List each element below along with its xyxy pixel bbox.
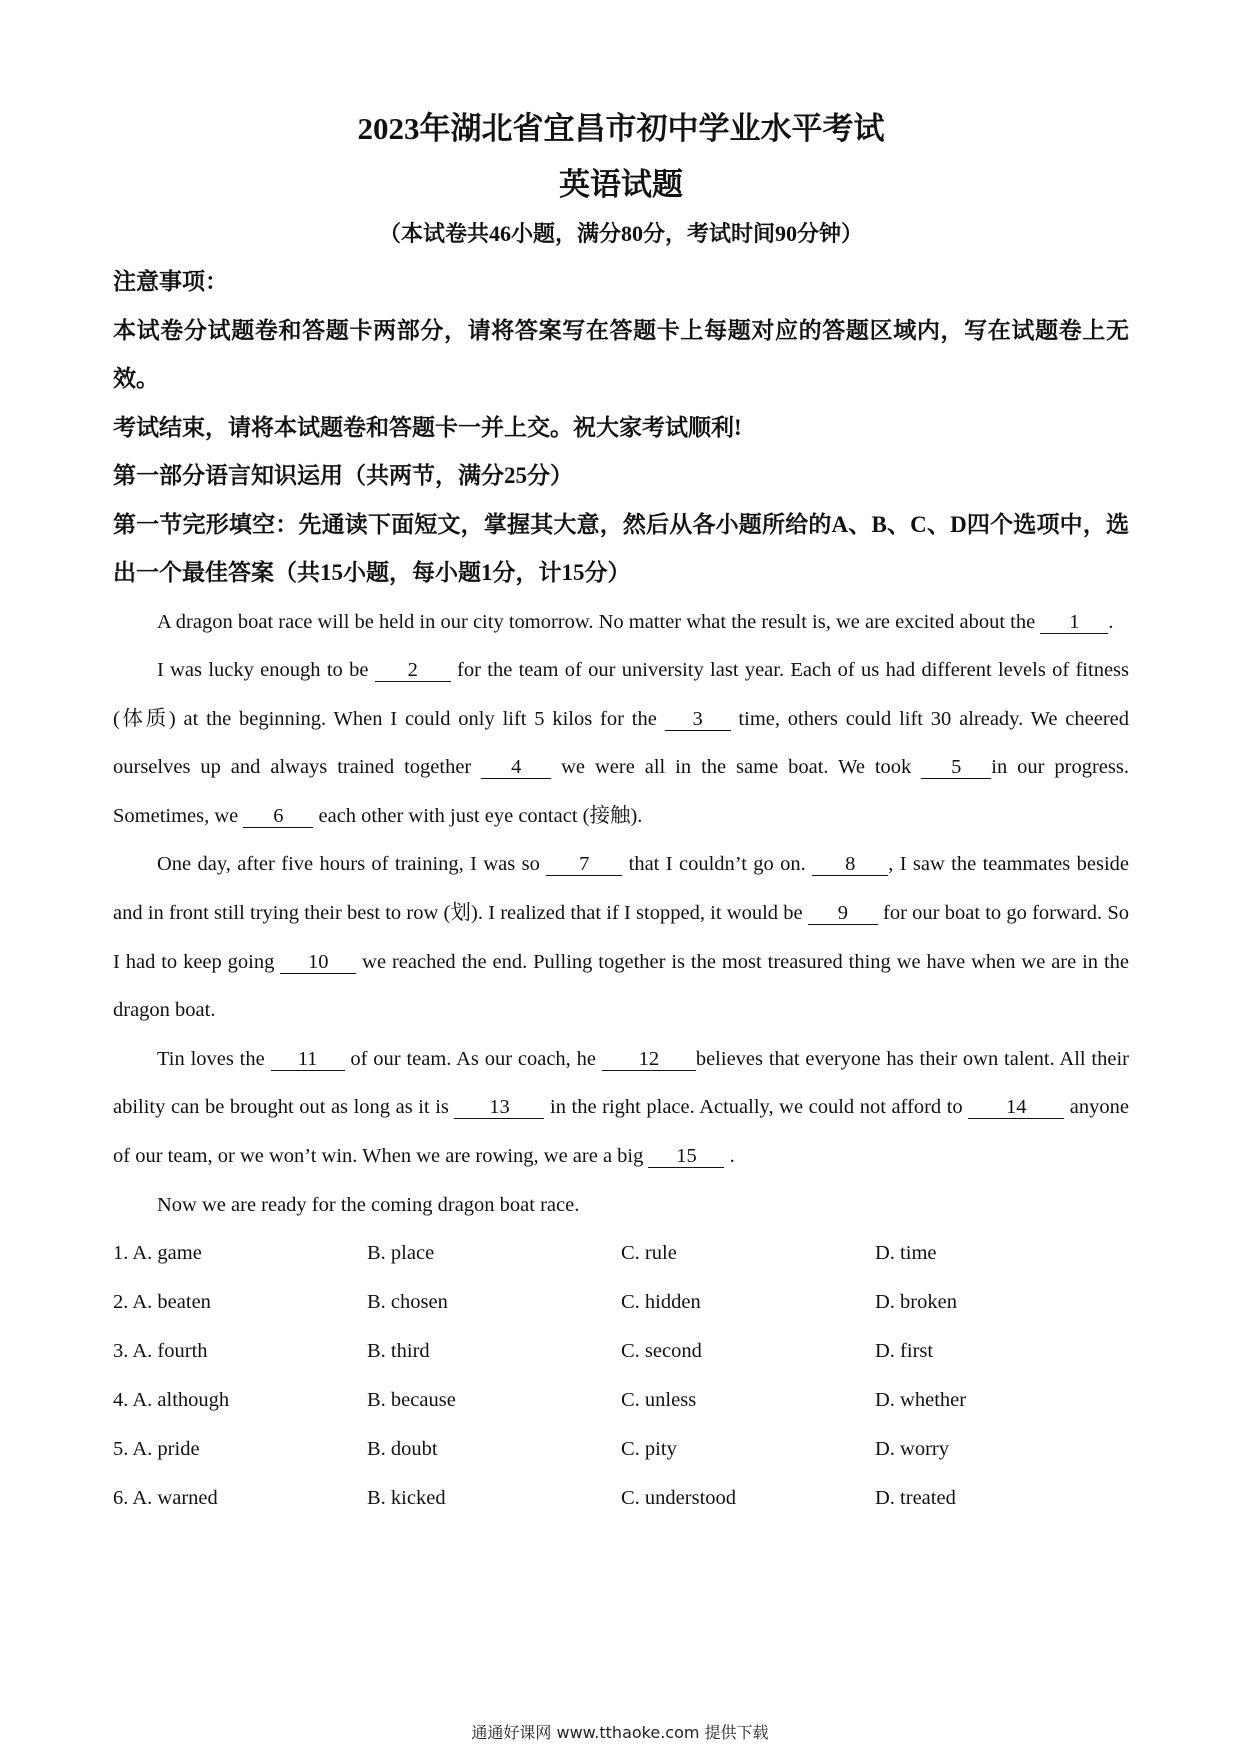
blank-14: 14 bbox=[968, 1096, 1064, 1119]
option-1d: D. time bbox=[875, 1242, 937, 1265]
blank-11: 11 bbox=[271, 1048, 345, 1071]
notice-heading: 注意事项： bbox=[113, 269, 228, 294]
option-3d: D. first bbox=[875, 1340, 934, 1363]
option-5b: B. doubt bbox=[367, 1438, 438, 1461]
passage-paragraph-1: A dragon boat race will be held in our city tomorrow. No matter what the result is, we are excited about the 1 . bbox=[157, 610, 1114, 633]
option-2d: D. broken bbox=[875, 1291, 957, 1314]
option-3a: 3. A. fourth bbox=[113, 1340, 208, 1363]
blank-8: 8 bbox=[812, 853, 888, 876]
blank-10: 10 bbox=[280, 951, 356, 974]
options-row-1 bbox=[113, 1229, 1129, 1278]
blank-1: 1 bbox=[1040, 611, 1108, 634]
option-3c: C. second bbox=[621, 1340, 702, 1363]
page-footer: 通通好课网 www.tthaoke.com 提供下载 bbox=[471, 1723, 769, 1742]
option-1b: B. place bbox=[367, 1242, 435, 1265]
options-row-6 bbox=[113, 1474, 1129, 1523]
option-4b: B. because bbox=[367, 1389, 456, 1412]
answer-options bbox=[113, 1229, 1129, 1523]
blank-7: 7 bbox=[546, 853, 622, 876]
blank-5: 5 bbox=[921, 756, 991, 779]
options-row-2 bbox=[113, 1278, 1129, 1327]
option-6c: C. understood bbox=[621, 1487, 737, 1510]
option-5c: C. pity bbox=[621, 1438, 677, 1461]
part1-heading: 第一部分语言知识运用（共两节，满分25分） bbox=[113, 463, 573, 488]
blank-3: 3 bbox=[665, 708, 731, 731]
blank-12: 12 bbox=[602, 1048, 696, 1071]
exam-page bbox=[113, 104, 1129, 1523]
notice-line-1: 本试卷分试题卷和答题卡两部分，请将答案写在答题卡上每题对应的答题区域内，写在试题卷上无效。 bbox=[113, 317, 1129, 391]
option-1c: C. rule bbox=[621, 1242, 677, 1265]
option-2c: C. hidden bbox=[621, 1291, 701, 1314]
section1-instructions: 第一节完形填空：先通读下面短文，掌握其大意，然后从各小题所给的A、B、C、D四个选项中，选出一个最佳答案（共15小题，每小题1分，计15分） bbox=[113, 511, 1129, 585]
option-5a: 5. A. pride bbox=[113, 1438, 200, 1461]
option-2a: 2. A. beaten bbox=[113, 1291, 211, 1314]
passage-paragraph-3: One day, after five hours of training, I was so 7 that I couldn’t go on. 8 , I saw the teammates beside and in front still trying their best to row (划). I realized that if I stopped, it would be 9 for our boat to go forward. So I had to keep going 10 we reached the end. Pulling together is the most treasured thing we have when we are in the dragon boat. bbox=[113, 853, 1130, 1022]
exam-subtitle: 英语试题 bbox=[559, 167, 683, 202]
blank-6: 6 bbox=[243, 805, 313, 828]
options-row-5 bbox=[113, 1425, 1129, 1474]
option-4c: C. unless bbox=[621, 1389, 697, 1412]
option-3b: B. third bbox=[367, 1340, 430, 1363]
blank-4: 4 bbox=[481, 756, 551, 779]
options-row-3 bbox=[113, 1327, 1129, 1376]
notice-line-2: 考试结束，请将本试题卷和答题卡一并上交。祝大家考试顺利! bbox=[113, 414, 742, 440]
blank-15: 15 bbox=[648, 1145, 724, 1168]
option-6b: B. kicked bbox=[367, 1487, 446, 1510]
passage-paragraph-5: Now we are ready for the coming dragon boat race. bbox=[157, 1193, 580, 1216]
option-6a: 6. A. warned bbox=[113, 1487, 218, 1510]
option-2b: B. chosen bbox=[367, 1291, 448, 1314]
options-row-4 bbox=[113, 1376, 1129, 1425]
blank-13: 13 bbox=[454, 1096, 544, 1119]
option-1a: 1. A. game bbox=[113, 1242, 202, 1265]
blank-2: 2 bbox=[375, 659, 451, 682]
option-4d: D. whether bbox=[875, 1389, 967, 1412]
option-5d: D. worry bbox=[875, 1438, 950, 1461]
exam-scope: （本试卷共46小题，满分80分，考试时间90分钟） bbox=[378, 221, 863, 246]
blank-9: 9 bbox=[808, 902, 878, 925]
option-6d: D. treated bbox=[875, 1487, 956, 1510]
exam-title: 2023年湖北省宜昌市初中学业水平考试 bbox=[357, 111, 885, 146]
passage-paragraph-4: Tin loves the 11 of our team. As our coach, he 12 believes that everyone has their own talent. All their ability can be brought out as long as it is 13 in the right place. Actually, we could not afford to 14 anyone of our team, or we won’t win. When we are rowing, we are a big 15 . bbox=[113, 1047, 1130, 1168]
option-4a: 4. A. although bbox=[113, 1389, 230, 1412]
passage-paragraph-2: I was lucky enough to be 2 for the team of our university last year. Each of us had different levels of fitness (体质) at the beginning. When I could only lift 5 kilos for the 3 time, others could lift 30 already. We cheered ourselves up and always trained together 4 we were all in the same boat. We took 5 in our progress. Sometimes, we 6 each other with just eye contact (接触). bbox=[113, 659, 1130, 827]
